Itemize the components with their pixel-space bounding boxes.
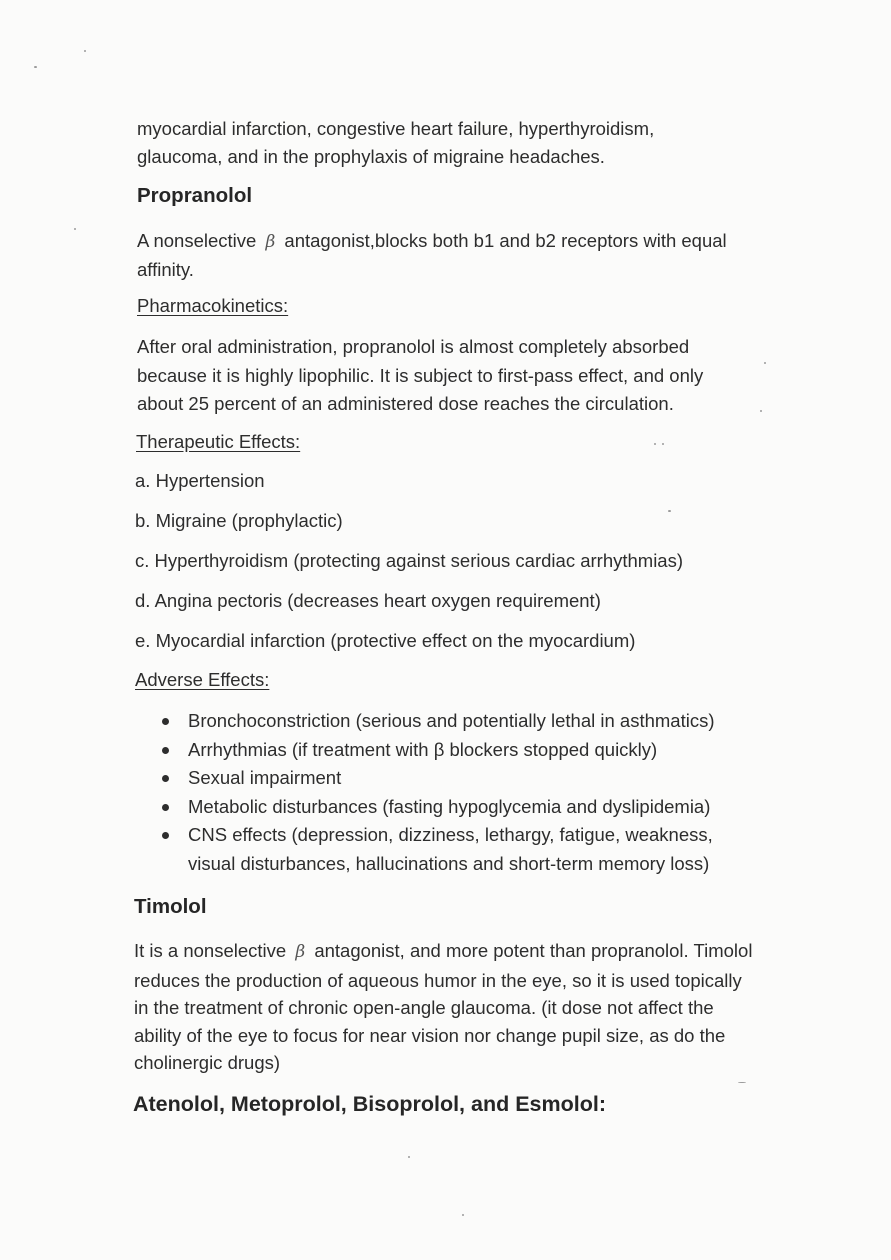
list-item-text: Sexual impairment: [188, 767, 342, 788]
item-label: a.: [135, 470, 151, 491]
list-item-text: Metabolic disturbances (fasting hypoglycemia and dyslipidemia): [188, 795, 711, 817]
propranolol-heading: Propranolol: [137, 184, 253, 207]
item-text: Myocardial infarction (protective effect on the myocardium): [155, 630, 636, 651]
list-item-text: Bronchoconstriction (serious and potentially lethal in asthmatics): [188, 710, 715, 731]
scan-speck: [408, 1156, 410, 1158]
item-text: Hyperthyroidism (protecting against serious cardiac arrhythmias): [154, 550, 684, 571]
item-label: d.: [135, 590, 151, 611]
list-item: [158, 736, 758, 765]
therapeutic-effect-item: [135, 548, 683, 574]
scan-speck: [74, 228, 76, 230]
item-label: e.: [135, 630, 151, 651]
scan-speck: [662, 443, 664, 445]
bullet-icon: [162, 832, 169, 839]
adverse-effects-list: [158, 707, 758, 878]
scan-speck: [764, 362, 766, 364]
therapeutic-effect-item: [135, 628, 635, 654]
item-label: c.: [135, 550, 150, 571]
beta1-selective-heading: Atenolol, Metoprolol, Bisoprolol, and Esmolol:: [133, 1092, 606, 1116]
timolol-desc-before: It is a nonselective: [134, 940, 287, 961]
propranolol-desc-before: A nonselective: [137, 230, 257, 251]
bullet-icon: [162, 747, 169, 754]
list-item: [158, 821, 758, 878]
list-item: [158, 707, 758, 736]
timolol-desc-after: antagonist, and more potent than propranolol. Timolol reduces the production of aqueous humor in the eye, so it is used topically in the treatment of chronic open-angle glaucoma. (it dose not affect the ability of the eye to focus for near vision nor change pupil size, as do the cholinergic drugs): [134, 940, 753, 1073]
therapeutic-effect-item: [135, 468, 265, 494]
beta-symbol: β: [295, 942, 306, 962]
item-text: Hypertension: [155, 470, 265, 491]
list-item-text: Arrhythmias (if treatment with β blockers stopped quickly): [188, 738, 658, 760]
scan-speck: [34, 66, 37, 68]
propranolol-desc-after: antagonist,blocks both b1 and b2 receptors with equal affinity.: [137, 230, 727, 280]
propranolol-description: [137, 227, 772, 284]
scan-speck: [654, 443, 656, 445]
scan-speck: [760, 410, 762, 412]
scan-speck: [738, 1082, 746, 1083]
intro-paragraph: myocardial infarction, congestive heart failure, hyperthyroidism, glaucoma, and in the prophylaxis of migraine headaches.: [137, 118, 655, 167]
scan-speck: [84, 50, 86, 52]
pharmacokinetics-heading: Pharmacokinetics:: [137, 295, 289, 316]
bullet-icon: [162, 718, 169, 725]
item-text: Migraine (prophylactic): [155, 510, 343, 531]
list-item: [158, 793, 758, 822]
pharmacokinetics-paragraph: After oral administration, propranolol is almost completely absorbed because it is highly lipophilic. It is subject to first-pass effect, and only about 25 percent of an administered dose reaches the circulation.: [137, 336, 704, 414]
scan-speck: [462, 1214, 464, 1216]
therapeutic-effect-item: [135, 588, 601, 614]
item-label: b.: [135, 510, 151, 531]
bullet-icon: [162, 775, 169, 782]
adverse-effects-heading: Adverse Effects:: [135, 669, 270, 690]
list-item-text: CNS effects (depression, dizziness, lethargy, fatigue, weakness, visual disturbances, hallucinations and short-term memory loss): [188, 824, 713, 874]
list-item: [158, 764, 758, 793]
beta-symbol: β: [265, 232, 276, 252]
timolol-heading: Timolol: [134, 895, 207, 918]
timolol-paragraph: [134, 937, 759, 1077]
scan-speck: [668, 510, 671, 512]
therapeutic-effects-heading: Therapeutic Effects:: [136, 431, 301, 452]
therapeutic-effect-item: [135, 508, 343, 534]
item-text: Angina pectoris (decreases heart oxygen requirement): [154, 590, 601, 611]
bullet-icon: [162, 804, 169, 811]
